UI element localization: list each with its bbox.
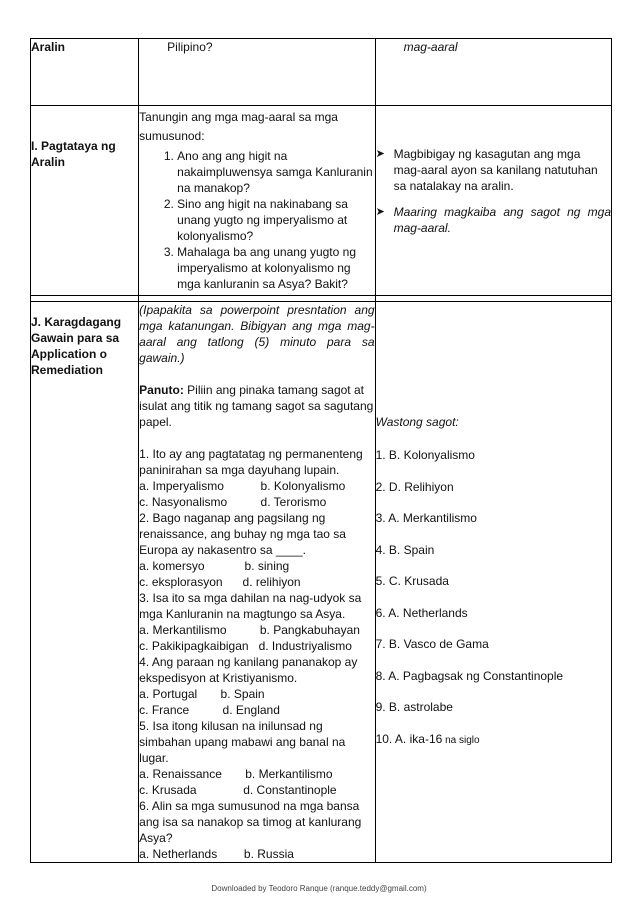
quiz-line: c. France d. England [139,703,280,717]
download-footer: Downloaded by Teodoro Ranque (ranque.teddy@gmail.com) [211,884,427,893]
quiz-line: c. Krusada d. Constantinople [139,783,337,797]
quiz-line: a. Netherlands b. Russia [139,847,294,861]
quiz-line: a. Portugal b. Spain [139,687,265,701]
answer-item: 3. A. Merkantilismo [375,511,477,525]
quiz-line: 4. Ang paraan ng kanilang pananakop ay ekspedisyon at Kristiyanismo. [139,655,358,685]
bullet-item: ➤ Magbibigay ng kasagutan ang mga mag-aaral ayon sa kanilang natutuhan sa natalakay na aralin. [375,147,598,193]
quiz-line: 5. Isa itong kilusan na inilunsad ng simbahan upang mabawi ang banal na lugar. [139,719,346,765]
karagdagang-answers-cell [375,302,611,863]
quiz-line: a. Renaissance b. Merkantilismo [139,767,333,781]
karagdagang-label: J. Karagdagang Gawain para sa Application o Remediation [31,315,122,377]
arrow-bullet-icon: ➤ [375,206,385,218]
quiz-line: a. Imperyalismo b. Kolonyalismo [139,479,346,493]
pagtataya-right-cell [375,106,611,296]
last-answer-main: 10. A. ika-16 [375,731,443,746]
panuto-text: Piliin ang pinaka tamang sagot at isulat ang titik ng tamang sagot sa sagutang papel. [139,383,374,429]
answer-item: 9. B. astrolabe [375,700,453,714]
aralin-label: Aralin [31,39,139,106]
bullet-item: ➤ Maaring magkaiba ang sagot ng mga mag-aaral. [375,205,611,235]
karagdagang-note: (Ipapakita sa powerpoint presntation ang mga katanungan. Bibigyan ang mga mag-aaral ang tatlong (5) minuto para sa gawain.) [139,303,375,365]
last-answer-small: na siglo [442,734,480,746]
answer-item: 8. A. Pagbagsak ng Constantinople [375,668,564,683]
pagtataya-intro: Tanungin ang mga mag-aaral sa mga sumusunod: [139,110,338,143]
quiz-line: a. Merkantilismo b. Pangkabuhayan [139,623,360,637]
quiz-line: c. Pakikipagkaibigan d. Industriyalismo [139,639,352,653]
question-item: 2. Sino ang higit na nakinabang sa unang yugto ng imperyalismo at kolonyalismo? [177,196,374,244]
panuto-paragraph [139,382,374,430]
quiz-line: 3. Isa ito sa mga dahilan na nag-udyok sa mga Kanluranin na magtungo sa Asya. [139,591,362,621]
quiz-line: 2. Bago naganap ang pagsilang ng renaissance, ang buhay ng mga tao sa Europa ay nakasentro sa ____. [139,511,346,557]
question-item: 1. Ano ang ang higit na nakaimpluwensya samga Kanluranin na manakop? [177,148,374,196]
quiz-line: 6. Alin sa mga sumusunod na mga bansa ang isa sa nanakop sa timog at kanlurang Asya? [139,799,362,845]
answer-item-last [376,731,611,749]
question-item: 3. Mahalaga ba ang unang yugto ng imperyalismo at kolonyalismo ng mga kanluranin sa Asya? Bakit? [177,244,374,292]
pagtataya-bullet-list [376,146,611,236]
answer-item: 4. B. Spain [375,542,435,557]
aralin-middle [139,39,375,106]
aralin-middle-text: Pilipino? [167,40,213,54]
answer-item: 2. D. Relihiyon [375,479,454,494]
panuto-label: Panuto: [139,383,184,397]
quiz-line: 1. Ito ay ang pagtatatag ng permanenteng paninirahan sa mga dayuhang lupain. [139,447,363,477]
row-pagtataya [31,106,612,296]
answers-title: Wastong sagot: [375,415,459,429]
pagtataya-label-cell [31,106,139,296]
karagdagang-label-cell [31,302,139,863]
arrow-bullet-icon: ➤ [375,148,385,160]
quiz-line: c. eksplorasyon d. relihiyon [139,575,301,589]
lesson-plan-table [30,38,612,863]
aralin-right [375,39,611,106]
answer-item: 1. B. Kolonyalismo [375,448,475,462]
answer-item: 6. A. Netherlands [375,605,468,620]
row-karagdagang [31,302,612,863]
quiz-line: a. komersyo b. sining [139,559,290,573]
aralin-right-text: mag-aaral [403,40,458,54]
quiz-line: c. Nasyonalismo d. Terorismo [139,495,327,509]
answer-item: 5. C. Krusada [375,574,449,588]
pagtataya-questions-cell [139,106,375,296]
row-aralin [31,39,612,106]
answer-item: 7. B. Vasco de Gama [375,637,489,651]
karagdagang-quiz-cell [139,302,375,863]
pagtataya-question-list [139,148,374,292]
pagtataya-label: I. Pagtataya ng Aralin [31,139,116,169]
